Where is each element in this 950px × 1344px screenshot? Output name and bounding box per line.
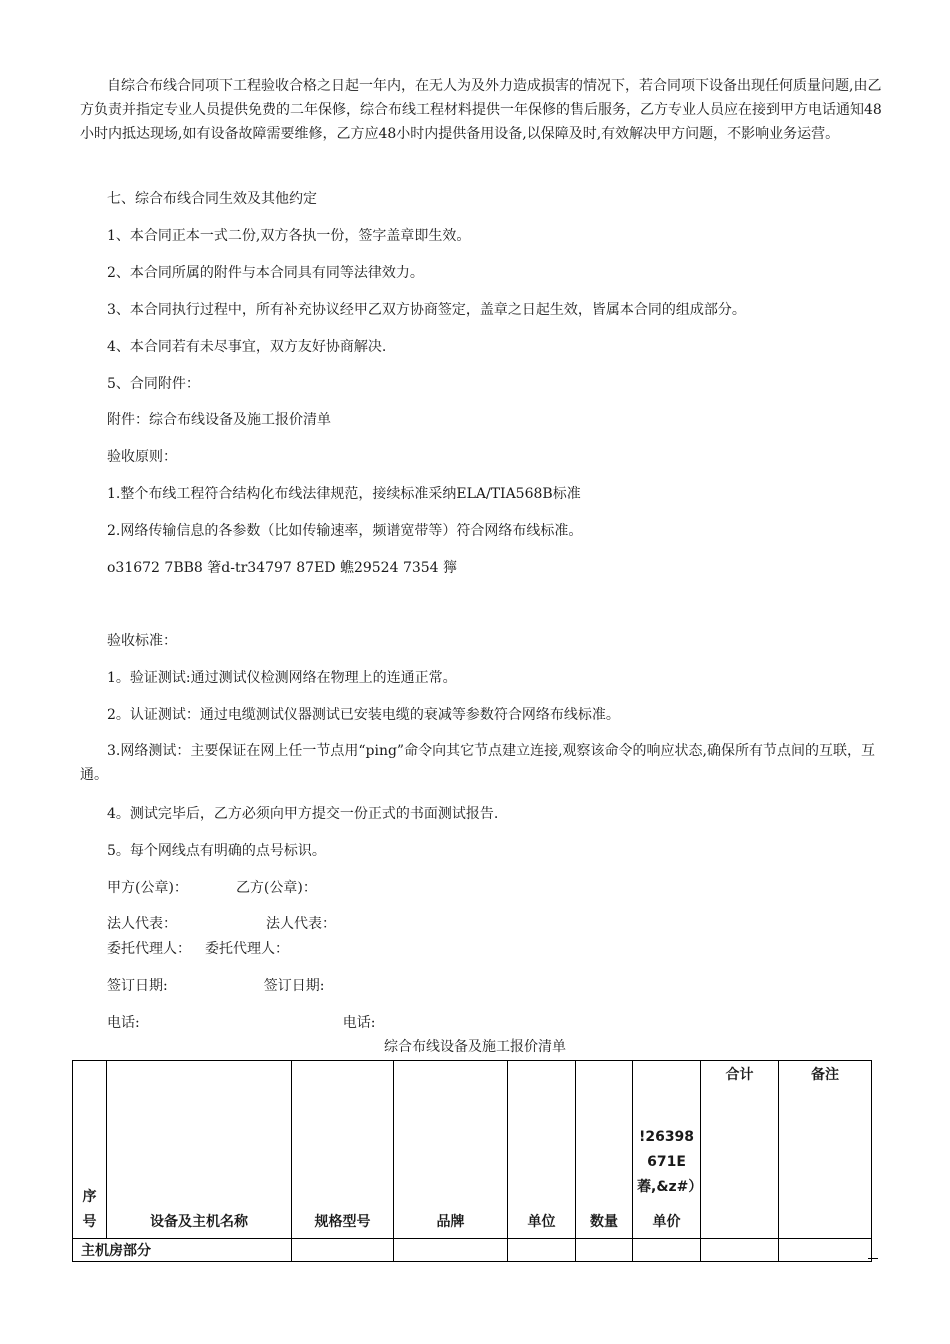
- signature-row-date: [107, 977, 324, 995]
- quote-table-section-row: [73, 1239, 872, 1262]
- table-cell: [633, 1239, 701, 1262]
- section7-item: 5、合同附件：: [107, 376, 200, 392]
- acceptance-standard-item: 2。认证测试：通过电缆测试仪器测试已安装电缆的衰减等参数符合网络布线标准。: [107, 707, 620, 723]
- date-a-label: 签订日期:: [107, 978, 168, 994]
- header-price-cell: [633, 1061, 701, 1239]
- legal-rep-b-label: 法人代表：: [266, 916, 336, 932]
- header-price: 单价: [652, 1214, 681, 1230]
- attachment-line: 附件：综合布线设备及施工报价清单: [107, 412, 331, 428]
- garbled-text-line: o31672 7BB8 箸d-tr34797 87ED 蟭29524 7354 獰: [107, 560, 458, 576]
- date-b-label: 签订日期:: [263, 978, 325, 994]
- quote-table-title: 综合布线设备及施工报价清单: [384, 1039, 566, 1055]
- table-cell: [701, 1239, 779, 1262]
- header-name: 设备及主机名称: [107, 1061, 292, 1239]
- section7-item: 1、本合同正本一式二份,双方各执一份，签字盖章即生效。: [107, 228, 471, 244]
- legal-rep-a-label: 法人代表：: [107, 916, 177, 932]
- header-seq: 序号: [73, 1061, 107, 1239]
- header-price-garbled: !26398671E 萶,&z#）: [637, 1129, 703, 1195]
- header-brand: 品牌: [394, 1061, 508, 1239]
- table-edge-line: [868, 1258, 878, 1259]
- acceptance-principle-item: 2.网络传输信息的各参数（比如传输速率，频谱宽带等）符合网络布线标准。: [107, 523, 583, 539]
- party-a-seal-label: 甲方(公章)：: [107, 880, 188, 896]
- quote-table-header-row: [73, 1061, 872, 1239]
- agent-b-label: 委托代理人：: [205, 941, 289, 957]
- table-cell: [779, 1239, 872, 1262]
- header-remark: 备注: [779, 1061, 872, 1239]
- agent-a-label: 委托代理人：: [107, 941, 191, 957]
- section7-title: 七、综合布线合同生效及其他约定: [107, 191, 317, 207]
- section7-item: 2、本合同所属的附件与本合同具有同等法律效力。: [107, 265, 424, 281]
- phone-a-label: 电话:: [107, 1015, 140, 1031]
- section7-item: 4、本合同若有未尽事宜，双方友好协商解决.: [107, 339, 387, 355]
- signature-row-agent: [107, 940, 289, 958]
- table-cell: [508, 1239, 576, 1262]
- warranty-paragraph: 自综合布线合同项下工程验收合格之日起一年内，在无人为及外力造成损害的情况下，若合同项下设备出现任何质量问题,由乙方负责并指定专业人员提供免费的二年保修，综合布线工程材料提供一年保修的售后服务，乙方专业人员应在接到甲方电话通知48小时内抵达现场,如有设备故障需要维修，乙方应48小时内提供备用设备,以保障及时,有效解决甲方问题，不影响业务运营。: [80, 78, 882, 142]
- header-model: 规格型号: [292, 1061, 394, 1239]
- acceptance-standard-item: 1。验证测试:通过测试仪检测网络在物理上的连通正常。: [107, 670, 457, 686]
- acceptance-standard-item: 5。每个网线点有明确的点号标识。: [107, 843, 326, 859]
- acceptance-principles-title: 验收原则：: [107, 449, 177, 465]
- signature-row-phone: [107, 1014, 375, 1032]
- acceptance-standard-item: 4。测试完毕后，乙方必须向甲方提交一份正式的书面测试报告.: [107, 806, 499, 822]
- header-unit: 单位: [508, 1061, 576, 1239]
- acceptance-principle-item: 1.整个布线工程符合结构化布线法律规范，接续标准采纳ELA/TIA568B标准: [107, 486, 581, 502]
- table-cell: [292, 1239, 394, 1262]
- table-cell: [576, 1239, 633, 1262]
- header-total: 合计: [701, 1061, 779, 1239]
- table-cell: [394, 1239, 508, 1262]
- section-label: 主机房部分: [73, 1239, 292, 1262]
- acceptance-standard-item: 3.网络测试：主要保证在网上任一节点用“ping”命令向其它节点建立连接,观察该命令的响应状态,确保所有节点间的互联，互通。: [80, 743, 875, 783]
- party-b-seal-label: 乙方(公章)：: [235, 880, 317, 896]
- section7-item: 3、本合同执行过程中，所有补充协议经甲乙双方协商签定，盖章之日起生效，皆属本合同的组成部分。: [107, 302, 746, 318]
- signature-row-legal-rep: [107, 915, 336, 933]
- quote-table: [72, 1060, 872, 1262]
- phone-b-label: 电话:: [342, 1015, 376, 1031]
- acceptance-standards-title: 验收标准：: [107, 633, 177, 649]
- header-qty: 数量: [576, 1061, 633, 1239]
- signature-row-seal: [107, 879, 317, 897]
